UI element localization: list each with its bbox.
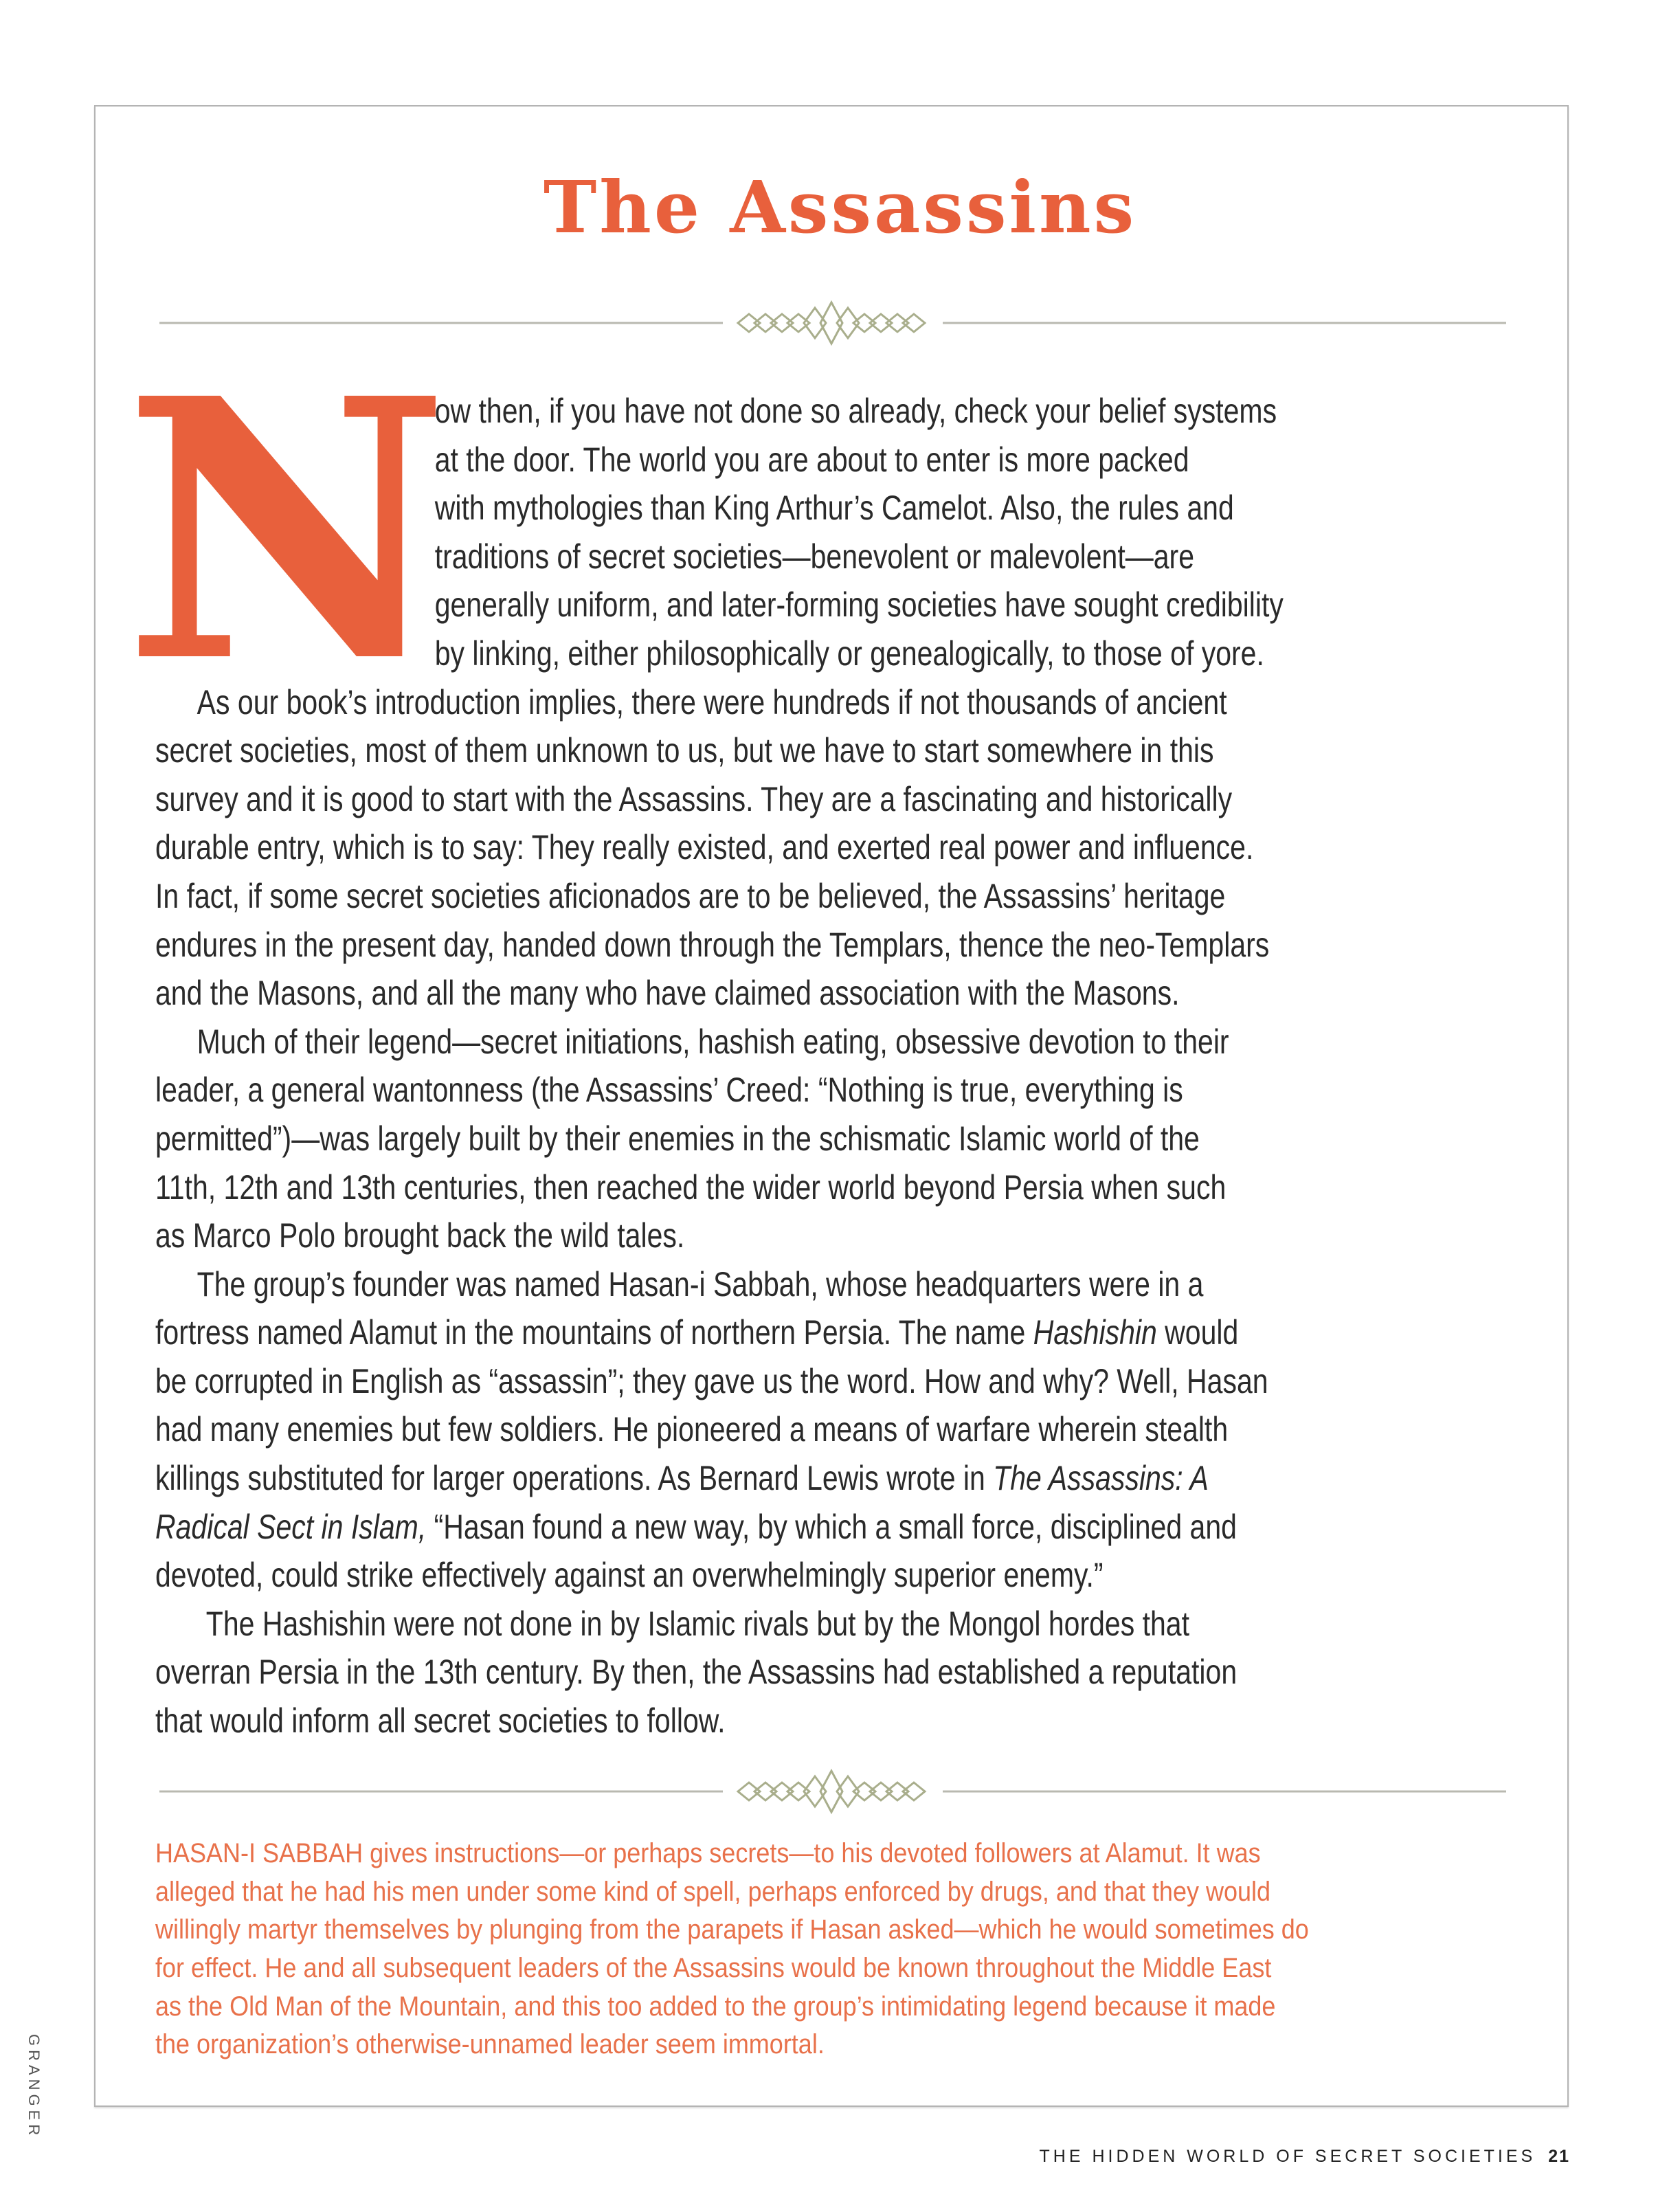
ornament-diamond xyxy=(837,1776,859,1807)
divider-ornament-bottom xyxy=(159,1767,1506,1815)
ornament-diamond xyxy=(903,1783,925,1800)
body-line: that would inform all secret societies to follow. xyxy=(155,1701,726,1741)
body-line: The Hashishin were not done in by Islamic rivals but by the Mongol hordes that xyxy=(205,1604,1190,1643)
ornament-diamond xyxy=(837,308,859,338)
page-footer xyxy=(1040,2147,1570,2167)
body-line: had many enemies but few soldiers. He pioneered a means of warfare wherein stealth xyxy=(155,1410,1229,1449)
ornament-diamond xyxy=(870,1783,892,1800)
ornament-diamond xyxy=(804,308,826,338)
caption-line: as the Old Man of the Mountain, and this too added to the group’s intimidating legend because it made xyxy=(155,1991,1276,2022)
text-span: killings substituted for larger operations. As Bernard Lewis wrote in xyxy=(155,1459,994,1498)
body-line: survey and it is good to start with the Assassins. They are a fascinating and historically xyxy=(155,779,1233,818)
italic-title: Hashishin xyxy=(1033,1313,1157,1352)
ornament-diamond xyxy=(771,314,793,332)
ornament-diamond xyxy=(870,314,892,332)
body-line: as Marco Polo brought back the wild tales. xyxy=(155,1216,685,1255)
ornament-diamond xyxy=(886,314,908,332)
body-line xyxy=(155,1503,1519,1552)
text-span: would xyxy=(1156,1313,1239,1352)
body-line xyxy=(155,1454,1519,1503)
body-line: durable entry, which is to say: They really existed, and exerted real power and influence. xyxy=(155,828,1254,867)
body-line: overran Persia in the 13th century. By then, the Assassins had established a reputation xyxy=(155,1653,1237,1692)
ornament-diamond xyxy=(787,1783,809,1800)
ornament-diamond xyxy=(804,1776,826,1807)
caption-line: for effect. He and all subsequent leaders of the Assassins would be known throughout the Middle East xyxy=(155,1953,1272,1984)
text-span: “Hasan found a new way, by which a small force, disciplined and xyxy=(426,1507,1237,1546)
ornament-diamond xyxy=(738,314,760,332)
ornament-diamond xyxy=(738,1783,760,1800)
body-line: 11th, 12th and 13th centuries, then reached the wider world beyond Persia when such xyxy=(155,1167,1227,1207)
ornament-diamond xyxy=(903,314,925,332)
body-line: ow then, if you have not done so already, check your belief systems xyxy=(434,392,1277,430)
text-span: fortress named Alamut in the mountains of northern Persia. The name xyxy=(155,1313,1033,1352)
page-title: The Assassins xyxy=(543,165,1137,249)
article-body xyxy=(155,387,1519,1745)
caption-line: alleged that he had his men under some kind of spell, perhaps enforced by drugs, and that they would xyxy=(155,1876,1271,1907)
body-line: at the door. The world you are about to enter is more packed xyxy=(434,440,1189,479)
ornament-diamond xyxy=(754,314,776,332)
body-line: As our book’s introduction implies, there were hundreds if not thousands of ancient xyxy=(197,682,1227,722)
body-line: be corrupted in English as “assassin”; they gave us the word. How and why? Well, Hasan xyxy=(155,1361,1268,1400)
running-title: THE HIDDEN WORLD OF SECRET SOCIETIES xyxy=(1039,2147,1536,2166)
body-line: Much of their legend—secret initiations, hashish eating, obsessive devotion to their xyxy=(197,1022,1229,1061)
ornament-diamond xyxy=(820,1771,842,1812)
body-line: In fact, if some secret societies aficionados are to be believed, the Assassins’ heritage xyxy=(155,876,1226,915)
ornament-diamond xyxy=(853,314,875,332)
ornament-diamond xyxy=(820,302,842,344)
body-line: permitted”)—was largely built by their enemies in the schismatic Islamic world of the xyxy=(155,1119,1200,1158)
body-line: secret societies, most of them unknown to us, but we have to start somewhere in this xyxy=(155,731,1214,770)
ornament-diamond xyxy=(886,1783,908,1800)
caption-line: the organization’s otherwise-unnamed leader seem immortal. xyxy=(155,2029,825,2060)
italic-title: Radical Sect in Islam, xyxy=(155,1507,427,1546)
ornament-diamond xyxy=(754,1783,776,1800)
drop-cap-letter: N xyxy=(123,321,450,741)
italic-title: The Assassins: A xyxy=(993,1459,1209,1498)
ornament-diamond xyxy=(771,1783,793,1800)
caption-line: HASAN-I SABBAH gives instructions—or perhaps secrets—to his devoted followers at Alamut. It was xyxy=(155,1838,1261,1868)
body-line: leader, a general wantonness (the Assassins’ Creed: “Nothing is true, everything is xyxy=(155,1071,1183,1110)
page-number: 21 xyxy=(1548,2147,1570,2166)
caption-line: willingly martyr themselves by plunging from the parapets if Hasan asked—which he would sometimes do xyxy=(155,1914,1309,1945)
body-line: generally uniform, and later-forming societies have sought credibility xyxy=(434,585,1284,625)
body-line: The group’s founder was named Hasan-i Sabbah, whose headquarters were in a xyxy=(197,1264,1204,1304)
ornament-diamond xyxy=(853,1783,875,1800)
body-line xyxy=(155,1308,1519,1357)
body-line: devoted, could strike effectively against an overwhelmingly superior enemy.” xyxy=(155,1556,1104,1595)
image-caption xyxy=(155,1835,1516,2064)
photo-credit: GRANGER xyxy=(25,2034,43,2140)
ornament-diamond xyxy=(787,314,809,332)
body-line: and the Masons, and all the many who have claimed association with the Masons. xyxy=(155,974,1180,1013)
body-line: traditions of secret societies—benevolent or malevolent—are xyxy=(434,537,1195,576)
body-line: endures in the present day, handed down through the Templars, thence the neo-Templars xyxy=(155,925,1270,964)
body-line: by linking, either philosophically or genealogically, to those of yore. xyxy=(434,634,1264,673)
body-line: with mythologies than King Arthur’s Camelot. Also, the rules and xyxy=(434,489,1234,528)
